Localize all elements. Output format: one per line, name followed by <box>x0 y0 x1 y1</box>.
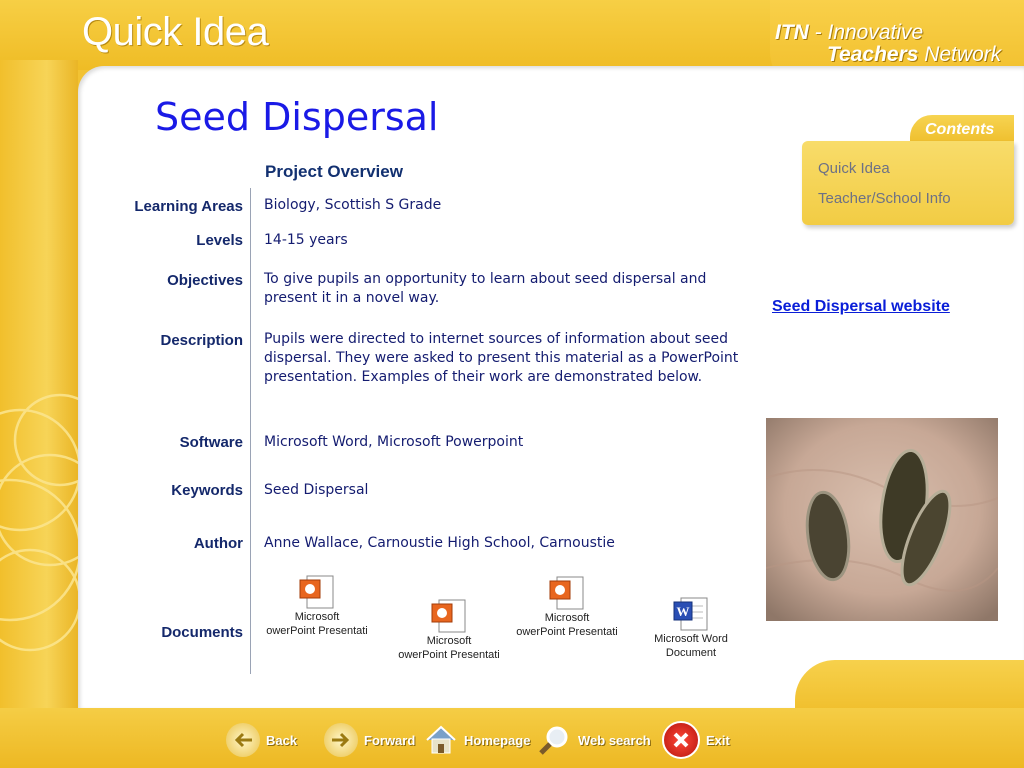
document-label-line1: Microsoft <box>294 611 340 623</box>
documents-label: Documents <box>161 624 243 641</box>
document-label-line1: Microsoft <box>426 635 472 647</box>
logo-teachers-text: Teachers <box>827 43 919 66</box>
word-icon <box>671 596 711 632</box>
home-icon <box>424 723 458 757</box>
keywords-value: Seed Dispersal <box>264 482 369 498</box>
homepage-label: Homepage <box>464 732 531 748</box>
back-button[interactable] <box>226 720 297 760</box>
web-search-button[interactable] <box>538 720 651 760</box>
levels-value: 14-15 years <box>264 232 348 248</box>
forward-arrow-icon <box>324 723 358 757</box>
label-divider <box>250 188 251 674</box>
document-label-line2: owerPoint Presentati <box>398 649 500 661</box>
objectives-label: Objectives <box>167 272 243 289</box>
description-value: Pupils were directed to internet sources of information about seed dispersal. They were asked to present this material as a PowerPoint presentation. Examples of their work are demonstrated below. <box>264 331 739 385</box>
seed-photo <box>766 418 998 621</box>
decorative-rings <box>0 350 78 720</box>
levels-label: Levels <box>196 232 243 249</box>
exit-label: Exit <box>706 732 730 748</box>
powerpoint-icon <box>547 575 587 611</box>
contents-link-quick-idea[interactable]: Quick Idea <box>818 160 890 177</box>
document-label-line2: owerPoint Presentati <box>516 626 618 638</box>
author-label: Author <box>193 535 243 552</box>
forward-button[interactable] <box>324 720 415 760</box>
contents-link-teacher-school-info[interactable]: Teacher/School Info <box>818 190 951 207</box>
software-label: Software <box>179 434 243 451</box>
description-label: Description <box>160 332 243 349</box>
document-ppt-3[interactable] <box>508 575 626 639</box>
svg-text:W: W <box>676 604 690 619</box>
homepage-button[interactable] <box>424 720 530 760</box>
learning-areas-label: Learning Areas <box>134 198 243 215</box>
itn-logo <box>775 22 1001 66</box>
document-label-line1: Microsoft <box>544 612 590 624</box>
exit-button[interactable] <box>662 720 730 760</box>
keywords-label: Keywords <box>171 482 243 499</box>
document-label-line1: Microsoft Word <box>654 633 728 645</box>
document-word[interactable] <box>636 596 746 660</box>
project-overview-heading: Project Overview <box>265 162 403 181</box>
learning-areas-value: Biology, Scottish S Grade <box>264 197 442 213</box>
back-arrow-icon <box>226 723 260 757</box>
magnifier-icon <box>538 723 572 757</box>
page-title: Seed Dispersal <box>155 95 439 139</box>
document-ppt-2[interactable] <box>390 598 508 662</box>
document-ppt-1[interactable] <box>258 574 376 638</box>
back-label: Back <box>266 732 298 748</box>
software-value: Microsoft Word, Microsoft Powerpoint <box>264 434 524 450</box>
web-search-label: Web search <box>578 732 651 748</box>
author-value: Anne Wallace, Carnoustie High School, Carnoustie <box>264 535 615 551</box>
document-label-line2: owerPoint Presentati <box>266 625 368 637</box>
contents-panel <box>802 141 1014 225</box>
left-decorative-bar <box>0 60 78 720</box>
close-icon <box>662 721 700 759</box>
logo-innovative-text: - Innovative <box>808 21 924 44</box>
logo-network-text: Network <box>918 43 1002 66</box>
seed-dispersal-website-link[interactable]: Seed Dispersal website <box>772 298 950 315</box>
app-title: Quick Idea <box>82 10 269 54</box>
contents-title: Contents <box>925 121 995 138</box>
logo-itn-text: ITN <box>775 21 809 44</box>
powerpoint-icon <box>429 598 469 634</box>
powerpoint-icon <box>297 574 337 610</box>
document-label-line2: Document <box>665 647 717 659</box>
objectives-value: To give pupils an opportunity to learn about seed dispersal and present it in a novel way. <box>264 271 707 306</box>
forward-label: Forward <box>364 732 416 748</box>
